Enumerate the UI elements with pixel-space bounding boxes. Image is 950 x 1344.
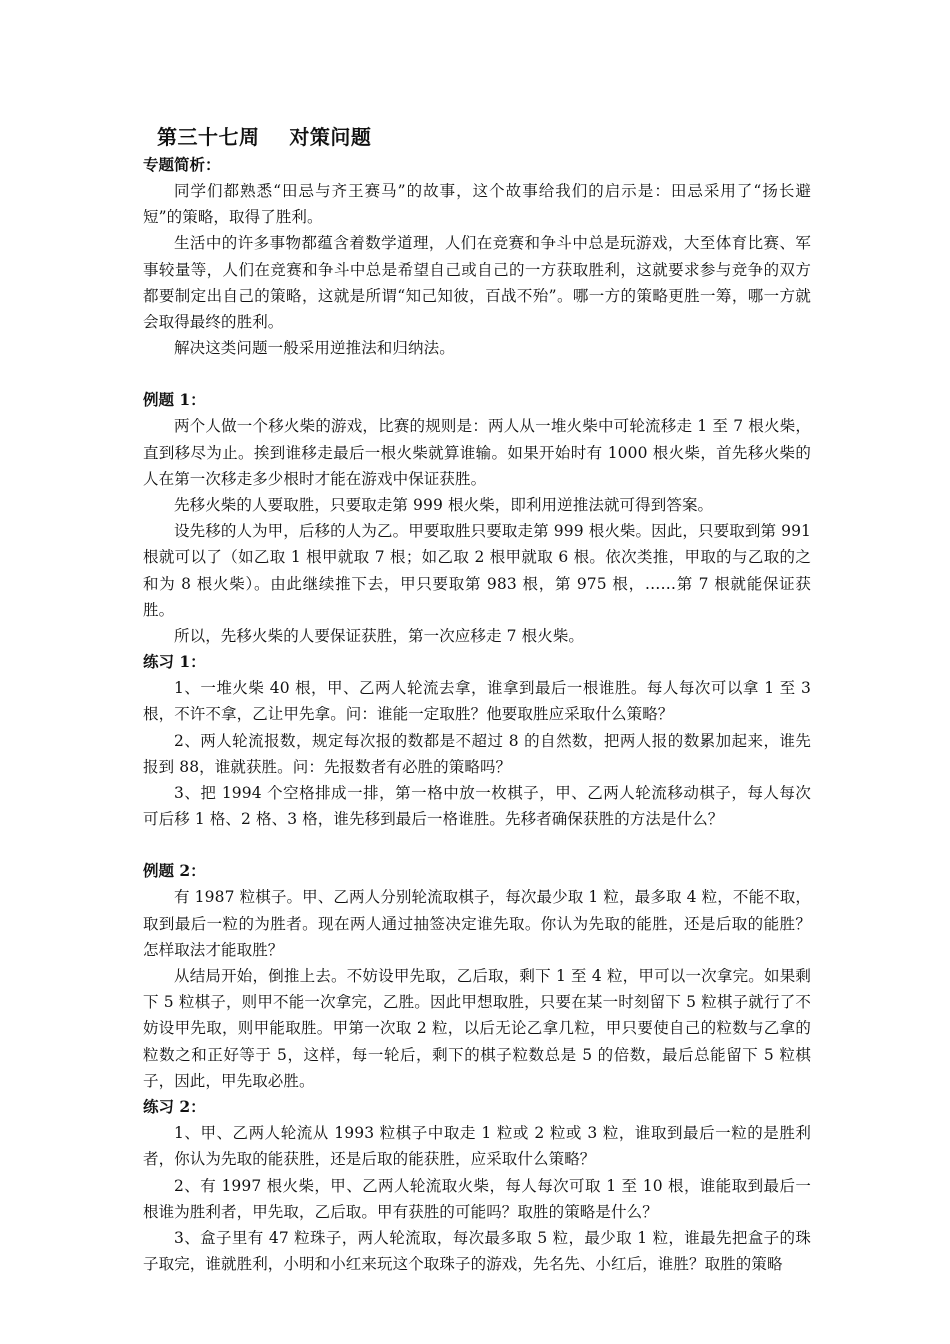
practice-1-question: 3、把 1994 个空格排成一排，第一格中放一枚棋子，甲、乙两人轮流移动棋子，每人每次可后移 1 格、2 格、3 格，谁先移到最后一格谁胜。先移者确保获胜的方法是什么？ xyxy=(143,784,811,829)
example-1-label: 例题 1： xyxy=(143,390,206,410)
practice-2-question: 3、盒子里有 47 粒珠子，两人轮流取，每次最多取 5 粒，最少取 1 粒，谁最先把盒子的珠子取完，谁就胜利，小明和小红来玩这个取珠子的游戏，先名先、小红后，谁胜？取胜的策略 xyxy=(143,1228,811,1274)
practice-1-question: 2、两人轮流报数，规定每次报的数都是不超过 8 的自然数，把两人报的数累加起来，谁先报到 88，谁就获胜。问：先报数者有必胜的策略吗？ xyxy=(143,731,811,776)
analysis-paragraph: 生活中的许多事物都蕴含着数学道理，人们在竞赛和争斗中总是玩游戏，大至体育比赛、军事较量等，人们在竞赛和争斗中总是希望自己或自己的一方获取胜利，这就要求参与竞争的双方都要制定出自己的策略，这就是所谓“知己知彼，百战不殆”。哪一方的策略更胜一筹，哪一方就会取得最终的胜利。 xyxy=(143,234,811,332)
practice-1-question: 1、一堆火柴 40 根，甲、乙两人轮流去拿，谁拿到最后一根谁胜。每人每次可以拿 1 至 3 根，不许不拿，乙让甲先拿。问：谁能一定取胜？他要取胜应采取什么策略？ xyxy=(143,679,811,724)
analysis-paragraph: 同学们都熟悉“田忌与齐王赛马”的故事，这个故事给我们的启示是：田忌采用了“扬长避短”的策略，取得了胜利。 xyxy=(143,182,811,227)
example-1-problem: 两个人做一个移火柴的游戏，比赛的规则是：两人从一堆火柴中可轮流移走 1 至 7 根火柴，直到移尽为止。挨到谁移走最后一根火柴就算谁输。如果开始时有 1000 根火柴，首先移火柴的人在第一次移走多少根时才能在游戏中保证获胜。 xyxy=(143,417,811,488)
practice-1-label: 练习 1： xyxy=(143,652,206,672)
document-content xyxy=(143,122,811,1277)
page-title: 第三十七周 对策问题 xyxy=(157,125,372,149)
example-2-solution: 从结局开始，倒推上去。不妨设甲先取，乙后取，剩下 1 至 4 粒，甲可以一次拿完。如果剩下 5 粒棋子，则甲不能一次拿完，乙胜。因此甲想取胜，只要在某一时刻留下 5 粒棋子就行了不妨设甲先取，则甲能取胜。甲第一次取 2 粒，以后无论乙拿几粒，甲只要使自己的粒数与乙拿的粒数之和正好等于 5，这样，每一轮后，剩下的棋子粒数总是 5 的倍数，最后总能留下 5 粒棋子，因此，甲先取必胜。 xyxy=(143,967,811,1090)
analysis-paragraph: 解决这类问题一般采用逆推法和归纳法。 xyxy=(174,339,455,358)
section-spacer xyxy=(143,361,811,387)
analysis-label: 专题简析： xyxy=(143,155,221,174)
example-1-solution: 先移火柴的人要取胜，只要取走第 999 根火柴，即利用逆推法就可得到答案。 xyxy=(174,496,714,515)
example-2-label: 例题 2： xyxy=(143,861,206,881)
practice-2-question: 2、有 1997 根火柴，甲、乙两人轮流取火柴，每人每次可取 1 至 10 根，谁能取到最后一根谁为胜利者，甲先取，乙后取。甲有获胜的可能吗？取胜的策略是什么？ xyxy=(143,1176,811,1221)
example-2-problem: 有 1987 粒棋子。甲、乙两人分别轮流取棋子，每次最少取 1 粒，最多取 4 粒，不能不取，取到最后一粒的为胜者。现在两人通过抽签决定谁先取。你认为先取的能胜，还是后取的能胜？怎样取法才能取胜？ xyxy=(143,888,811,959)
example-1-solution: 设先移的人为甲，后移的人为乙。甲要取胜只要取走第 999 根火柴。因此，只要取到第 991 根就可以了（如乙取 1 根甲就取 7 根；如乙取 2 根甲就取 6 根。依次类推，甲取的与乙取的之和为 8 根火柴）。由此继续推下去，甲只要取第 983 根，第 975 根，……第 7 根就能保证获胜。 xyxy=(143,522,811,619)
section-spacer xyxy=(143,832,811,858)
practice-2-label: 练习 2： xyxy=(143,1097,206,1117)
practice-2-question: 1、甲、乙两人轮流从 1993 粒棋子中取走 1 粒或 2 粒或 3 粒，谁取到最后一粒的是胜利者，你认为先取的能获胜，还是后取的能获胜，应采取什么策略？ xyxy=(143,1124,811,1169)
example-1-conclusion: 所以，先移火柴的人要保证获胜，第一次应移走 7 根火柴。 xyxy=(174,627,585,646)
